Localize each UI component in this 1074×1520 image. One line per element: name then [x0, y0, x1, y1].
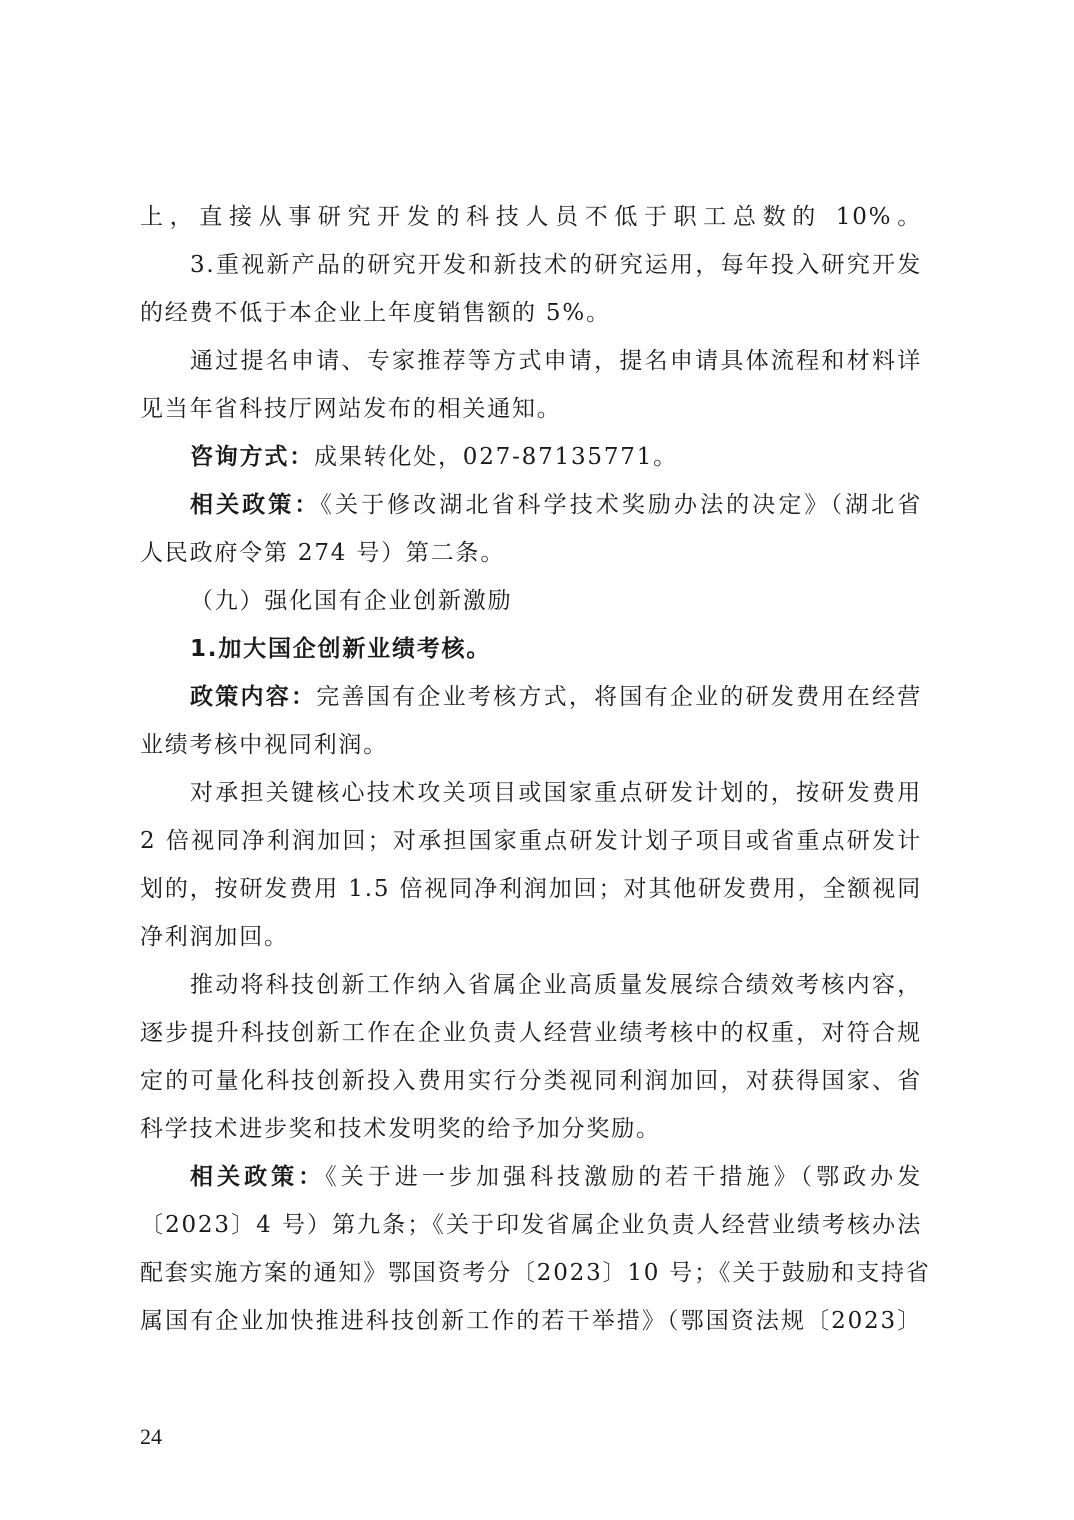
page-number: 24 [140, 1424, 162, 1449]
text-line [140, 289, 922, 337]
text-line [140, 1249, 931, 1297]
text-line [140, 1297, 922, 1345]
text-line [190, 769, 922, 817]
line-text: 逐步提升科技创新工作在企业负责人经营业绩考核中的权重，对符合规 [140, 1020, 922, 1046]
line-text: 推动将科技创新工作纳入省属企业高质量发展综合绩效考核内容， [190, 972, 922, 998]
text-line [140, 913, 922, 961]
contact-text: 成果转化处，027-87135771。 [314, 444, 678, 470]
line-text: 3.重视新产品的研究开发和新技术的研究运用，每年投入研究开发 [190, 252, 922, 278]
text-line [140, 1057, 922, 1105]
subsection-heading [190, 625, 922, 673]
policy-label: 相关政策： [190, 492, 321, 518]
line-text: 业绩考核中视同利润。 [140, 732, 388, 758]
text-line [190, 961, 922, 1009]
policy-line [190, 1153, 922, 1201]
policy-content-label: 政策内容： [190, 684, 317, 710]
contact-line [190, 433, 922, 481]
line-text: 属国有企业加快推进科技创新工作的若干举措》（鄂国资法规〔2023〕 [140, 1308, 922, 1334]
line-text: 划的，按研发费用 1.5 倍视同净利润加回；对其他研发费用，全额视同 [140, 876, 922, 902]
line-text: 2 倍视同净利润加回；对承担国家重点研发计划子项目或省重点研发计 [140, 828, 922, 854]
text-line [140, 385, 922, 433]
text-line [140, 817, 922, 865]
text-line [190, 337, 922, 385]
line-text: 的经费不低于本企业上年度销售额的 5%。 [140, 300, 611, 326]
line-text: 〔2023〕4 号）第九条；《关于印发省属企业负责人经营业绩考核办法 [140, 1212, 922, 1238]
policy-label: 相关政策： [190, 1164, 326, 1190]
text-line [140, 1009, 922, 1057]
line-text: 通过提名申请、专家推荐等方式申请，提名申请具体流程和材料详 [190, 348, 922, 374]
section-heading [190, 577, 922, 625]
line-text: 上，直接从事研究开发的科技人员不低于职工总数的 10%。 [140, 204, 922, 230]
line-text: 对承担关键核心技术攻关项目或国家重点研发计划的，按研发费用 [190, 780, 922, 806]
text-line [140, 1105, 922, 1153]
line-text: 定的可量化科技创新投入费用实行分类视同利润加回，对获得国家、省 [140, 1068, 922, 1094]
policy-content-text: 完善国有企业考核方式，将国有企业的研发费用在经营 [316, 684, 923, 710]
text-line [140, 721, 922, 769]
text-line [140, 1201, 922, 1249]
text-line [190, 241, 922, 289]
policy-text: 《关于修改湖北省科学技术奖励办法的决定》（湖北省 [320, 492, 923, 518]
subsection-heading-text: 1.加大国企创新业绩考核。 [190, 636, 492, 662]
line-text: 净利润加回。 [140, 924, 289, 950]
line-text: 人民政府令第 274 号）第二条。 [140, 540, 506, 566]
line-text: 配套实施方案的通知》鄂国资考分〔2023〕10 号；《关于鼓励和支持省 [140, 1260, 931, 1286]
policy-line [190, 481, 922, 529]
policy-text: 《关于进一步加强科技激励的若干措施》（鄂政办发 [325, 1164, 923, 1190]
text-line [140, 865, 922, 913]
line-text: 见当年省科技厅网站发布的相关通知。 [140, 396, 562, 422]
section-heading-text: （九）强化国有企业创新激励 [190, 588, 513, 614]
text-line [140, 193, 922, 241]
policy-content-line [190, 673, 922, 721]
contact-label: 咨询方式： [190, 444, 314, 470]
text-line [140, 529, 922, 577]
line-text: 科学技术进步奖和技术发明奖的给予加分奖励。 [140, 1116, 661, 1142]
